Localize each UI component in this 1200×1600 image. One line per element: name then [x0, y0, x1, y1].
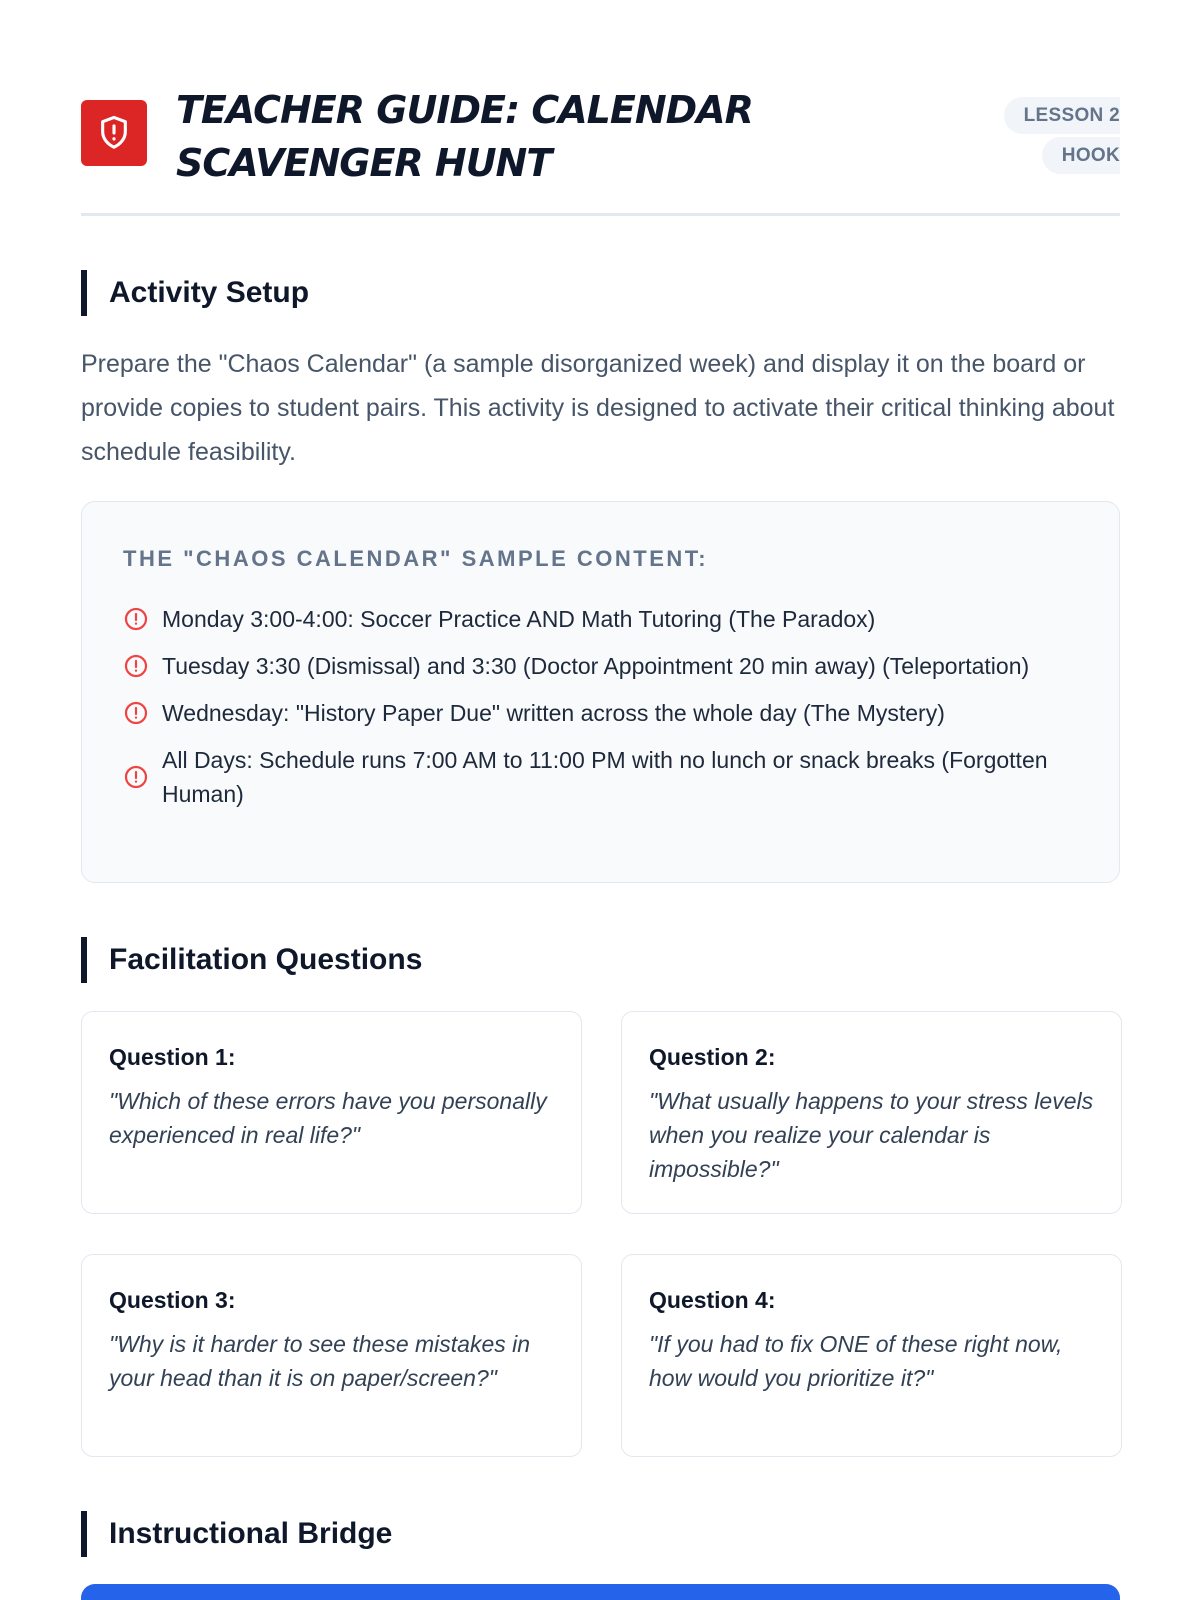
shield-alert-icon — [81, 100, 147, 166]
question-card-4 — [621, 1254, 1122, 1457]
question-text: "What usually happens to your stress levels when you realize your calendar is impossible?" — [649, 1088, 1094, 1182]
chaos-calendar-list — [123, 602, 1083, 824]
instructional-bridge-heading: Instructional Bridge — [81, 1511, 392, 1557]
question-label: Question 2: — [649, 1044, 776, 1070]
alert-circle-icon — [123, 700, 149, 726]
question-text: "Which of these errors have you personally experienced in real life?" — [109, 1088, 547, 1148]
question-label: Question 4: — [649, 1287, 776, 1313]
question-card-2 — [621, 1011, 1122, 1214]
chaos-item-text: All Days: Schedule runs 7:00 AM to 11:00 PM with no lunch or snack breaks (Forgotten Human) — [162, 747, 1048, 807]
lesson-badge — [1002, 96, 1120, 176]
activity-setup-heading: Activity Setup — [81, 270, 309, 316]
list-item — [123, 602, 1083, 636]
lesson-badge-label: LESSON 2 HOOK — [1004, 97, 1120, 174]
chaos-item-text: Wednesday: "History Paper Due" written across the whole day (The Mystery) — [162, 700, 945, 726]
activity-setup-description: Prepare the "Chaos Calendar" (a sample disorganized week) and display it on the board or provide copies to student pairs. This activity is designed to activate their critical thinking about schedule feasibility. — [81, 350, 1115, 466]
question-text: "If you had to fix ONE of these right now, how would you prioritize it?" — [649, 1331, 1063, 1391]
question-card-3 — [81, 1254, 582, 1457]
question-label: Question 3: — [109, 1287, 236, 1313]
alert-circle-icon — [123, 764, 149, 790]
chaos-item-text: Monday 3:00-4:00: Soccer Practice AND Math Tutoring (The Paradox) — [162, 606, 876, 632]
list-item — [123, 743, 1083, 811]
chaos-calendar-title: THE "CHAOS CALENDAR" SAMPLE CONTENT: — [123, 546, 709, 571]
question-text: "Why is it harder to see these mistakes in your head than it is on paper/screen?" — [109, 1331, 531, 1391]
alert-circle-icon — [123, 606, 149, 632]
instructional-bridge-box — [81, 1584, 1120, 1600]
question-card-1 — [81, 1011, 582, 1214]
chaos-calendar-box — [81, 501, 1120, 883]
alert-circle-icon — [123, 653, 149, 679]
chaos-item-text: Tuesday 3:30 (Dismissal) and 3:30 (Doctor Appointment 20 min away) (Teleportation) — [162, 653, 1030, 679]
facilitation-questions-heading: Facilitation Questions — [81, 937, 422, 983]
list-item — [123, 649, 1083, 683]
page-title: TEACHER GUIDE: CALENDAR SCAVENGER HUNT — [176, 88, 753, 185]
page-header — [81, 84, 1120, 216]
question-label: Question 1: — [109, 1044, 236, 1070]
list-item — [123, 696, 1083, 730]
